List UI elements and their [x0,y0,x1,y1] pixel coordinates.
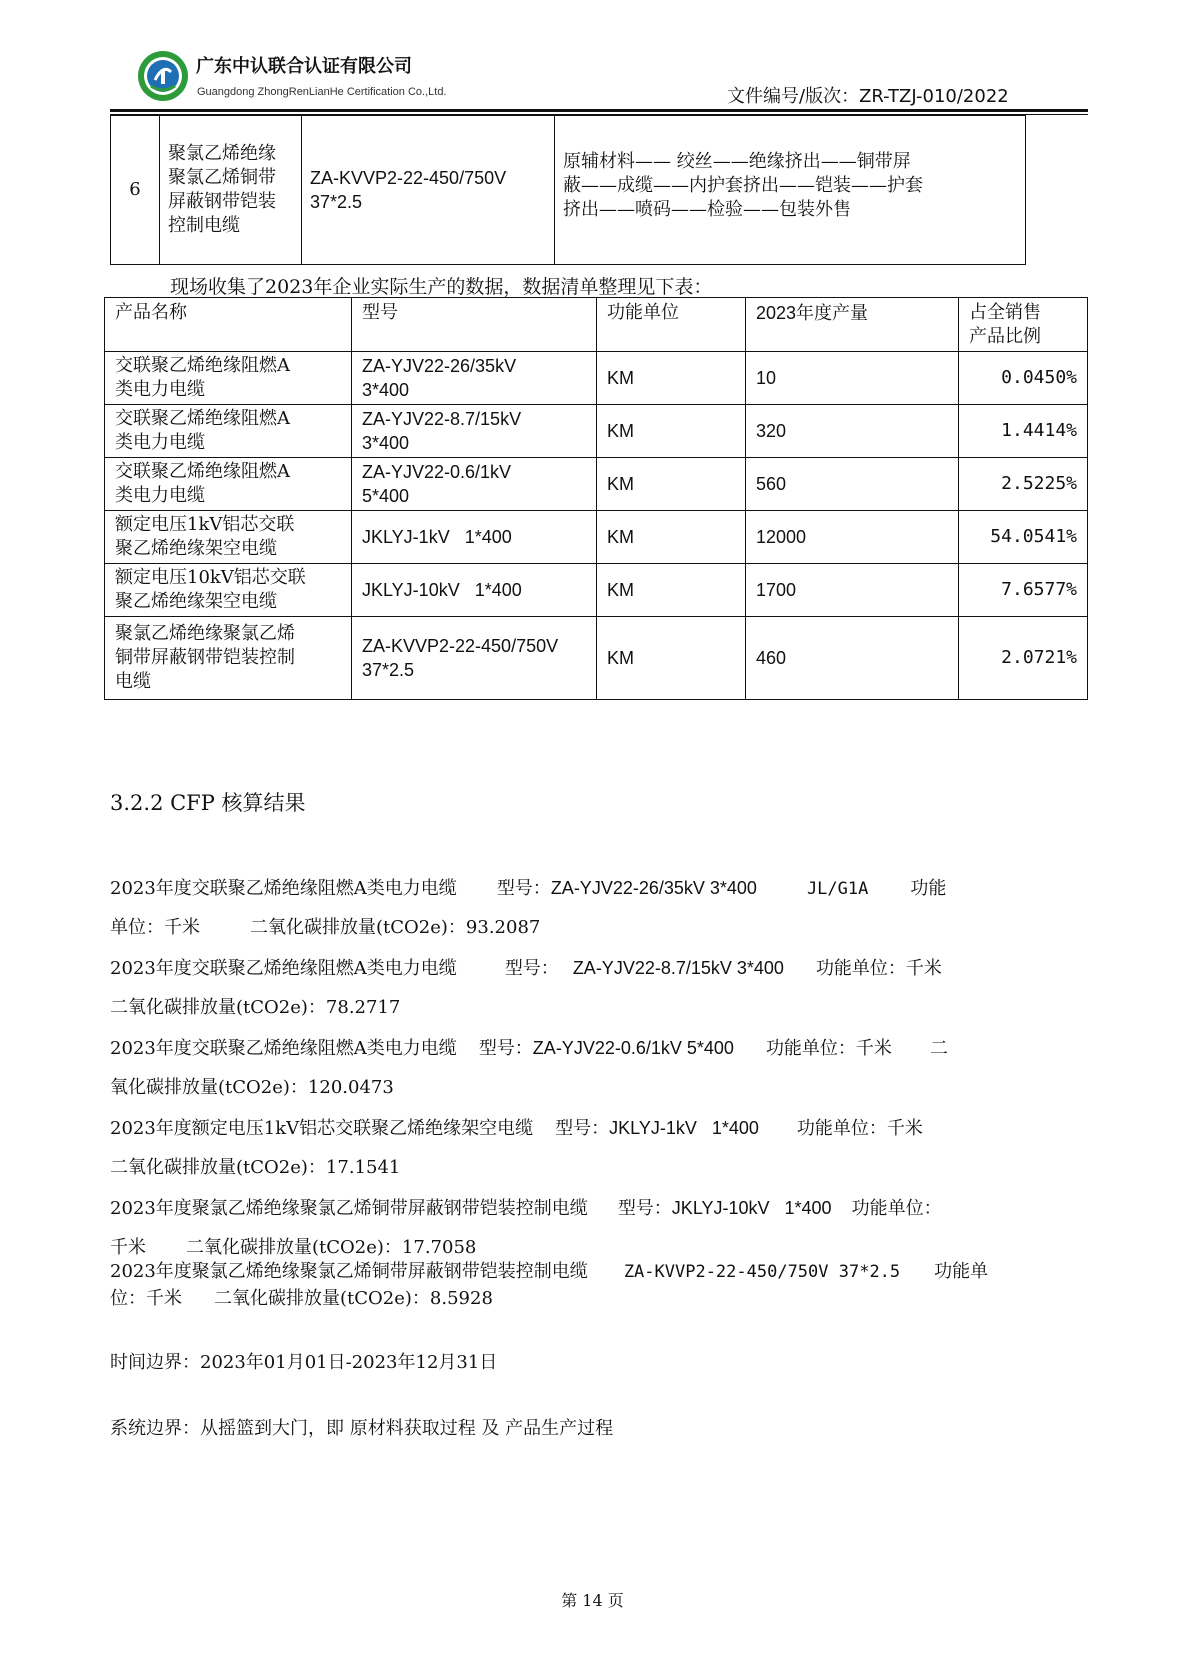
result-line: 位：千米 二氧化碳排放量(tCO2e)：8.5928 [110,1288,493,1309]
output-cell: 12000 [746,511,959,564]
result-line: 千米 二氧化碳排放量(tCO2e)：17.7058 [110,1237,477,1258]
output-cell: 320 [746,405,959,458]
header-unit: 功能单位 [597,298,746,352]
ratio-cell: 7.6577% [959,564,1088,617]
unit-cell: KM [597,617,746,700]
model-cell [302,116,555,265]
process-line: 蔽——成缆——内护套挤出——铠装——护套 [563,175,923,196]
output-cell: 460 [746,617,959,700]
result-line: 二氧化碳排放量(tCO2e)：78.2717 [110,997,401,1018]
table-row [105,617,1088,700]
ratio-cell: 54.0541% [959,511,1088,564]
model-cell: JKLYJ-10kV 1*400 [352,564,597,617]
unit-cell: KM [597,564,746,617]
process-table [110,115,1026,265]
ratio-cell: 2.5225% [959,458,1088,511]
company-logo [137,50,189,102]
ratio-cell: 1.4414% [959,405,1088,458]
unit-cell: KM [597,458,746,511]
product-name-cell: 额定电压1kV铝芯交联 聚乙烯绝缘架空电缆 [105,511,352,564]
header-ratio-line: 产品比例 [969,326,1041,347]
name-line: 聚氯乙烯绝缘 [168,143,276,164]
product-name-cell: 交联聚乙烯绝缘阻燃A 类电力电缆 [105,405,352,458]
result-line: 2023年度交联聚乙烯绝缘阻燃A类电力电缆 型号：ZA-YJV22-0.6/1kV 5*400 功能单位：千米 二 [110,1038,948,1059]
unit-cell: KM [597,352,746,405]
model-cell: ZA-KVVP2-22-450/750V 37*2.5 [352,617,597,700]
table-row [111,116,1026,265]
table-header-row [105,298,1088,352]
product-name-cell: 聚氯乙烯绝缘聚氯乙烯 铜带屏蔽钢带铠装控制 电缆 [105,617,352,700]
result-line: 2023年度交联聚乙烯绝缘阻燃A类电力电缆 型号：ZA-YJV22-26/35kV 3*400 JL/G1A 功能 [110,878,947,899]
unit-cell: KM [597,405,746,458]
row-index: 6 [111,116,160,265]
header-output: 2023年度产量 [746,298,959,352]
name-line: 聚氯乙烯铜带 [168,167,276,188]
model-cell: ZA-YJV22-8.7/15kV 3*400 [352,405,597,458]
name-line: 屏蔽钢带铠装 [168,191,276,212]
document-number: 文件编号/版次：ZR-TZJ-010/2022 [727,86,1009,107]
model-line: ZA-KVVP2-22-450/750V [310,168,507,188]
result-line: 单位：千米 二氧化碳排放量(tCO2e)：93.2087 [110,917,541,938]
unit-cell: KM [597,511,746,564]
model-cell: JKLYJ-1kV 1*400 [352,511,597,564]
output-cell: 10 [746,352,959,405]
page-number: 第 14 页 [561,1591,624,1610]
time-boundary: 时间边界：2023年01月01日-2023年12月31日 [110,1352,498,1373]
model-cell: ZA-YJV22-0.6/1kV 5*400 [352,458,597,511]
section-title: 3.2.2 CFP 核算结果 [110,791,306,815]
table-row [105,564,1088,617]
model-line: 37*2.5 [310,192,363,212]
result-line: 2023年度聚氯乙烯绝缘聚氯乙烯铜带屏蔽钢带铠装控制电缆 ZA-KVVP2-22-450/750V 37*2.5 功能单 [110,1261,989,1282]
header-product-name: 产品名称 [105,298,352,352]
product-name-cell [160,116,302,265]
result-line: 氧化碳排放量(tCO2e)：120.0473 [110,1077,394,1098]
output-cell: 1700 [746,564,959,617]
ratio-cell: 2.0721% [959,617,1088,700]
name-line: 控制电缆 [168,215,240,236]
product-name-cell: 交联聚乙烯绝缘阻燃A 类电力电缆 [105,352,352,405]
result-line: 2023年度额定电压1kV铝芯交联聚乙烯绝缘架空电缆 型号：JKLYJ-1kV 1*400 功能单位：千米 [110,1118,923,1139]
company-name-cn: 广东中认联合认证有限公司 [196,56,412,77]
company-name-en: Guangdong ZhongRenLianHe Certification Co.,Ltd. [197,86,447,98]
process-cell [555,116,1026,265]
table-row [105,405,1088,458]
header-ratio [959,298,1088,352]
table-row [105,511,1088,564]
ratio-cell: 0.0450% [959,352,1088,405]
cfp-results [110,868,1090,1314]
production-data-table [104,297,1088,700]
result-line: 2023年度聚氯乙烯绝缘聚氯乙烯铜带屏蔽钢带铠装控制电缆 型号：JKLYJ-10kV 1*400 功能单位： [110,1198,942,1219]
model-cell: ZA-YJV22-26/35kV 3*400 [352,352,597,405]
table-row [105,352,1088,405]
table-row [105,458,1088,511]
header-ratio-line: 占全销售 [969,302,1041,323]
header-rule [110,109,1088,112]
result-line: 2023年度交联聚乙烯绝缘阻燃A类电力电缆 型号： ZA-YJV22-8.7/15kV 3*400 功能单位：千米 [110,958,942,979]
result-line: 二氧化碳排放量(tCO2e)：17.1541 [110,1157,401,1178]
intro-text: 现场收集了2023年企业实际生产的数据，数据清单整理见下表： [170,276,713,298]
process-line: 原辅材料—— 绞丝——绝缘挤出——铜带屏 [563,151,911,172]
output-cell: 560 [746,458,959,511]
process-line: 挤出——喷码——检验——包装外售 [563,199,851,220]
product-name-cell: 额定电压10kV铝芯交联 聚乙烯绝缘架空电缆 [105,564,352,617]
header-model: 型号 [352,298,597,352]
product-name-cell: 交联聚乙烯绝缘阻燃A 类电力电缆 [105,458,352,511]
system-boundary: 系统边界：从摇篮到大门，即 原材料获取过程 及 产品生产过程 [110,1418,614,1439]
